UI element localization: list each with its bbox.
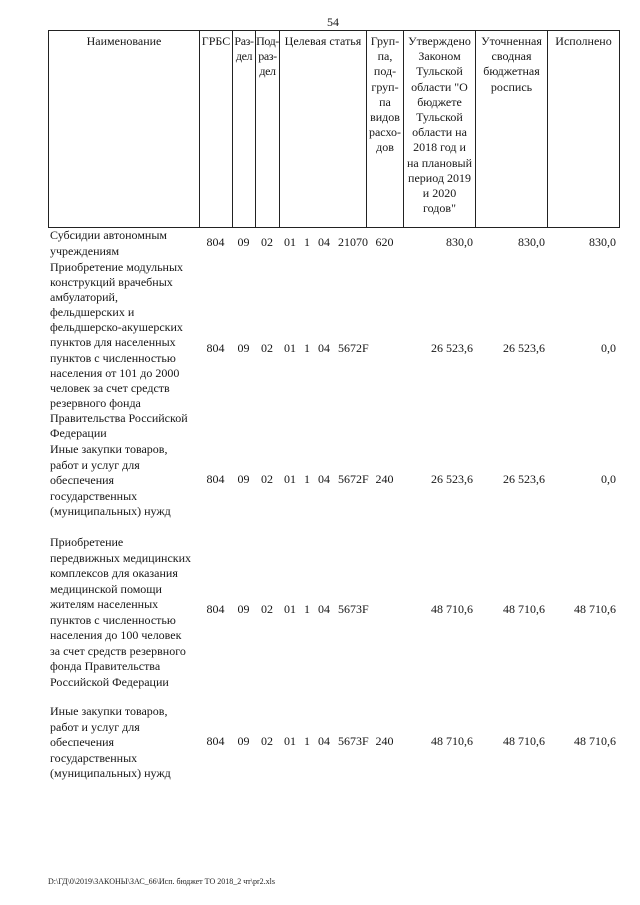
- row-podrazdel: 02: [261, 235, 273, 249]
- table-row: [0, 704, 640, 780]
- header-razdel: Раз- дел: [233, 31, 256, 227]
- table-row: [0, 228, 640, 258]
- row-expense-group: 620: [375, 235, 394, 249]
- row-target-article: 01 1 04 5672F: [284, 341, 369, 355]
- row-expense-group: 240: [375, 472, 394, 486]
- row-razdel: 09: [237, 472, 250, 486]
- header-expense-group: Груп- па, под- груп- па видов расхо- дов: [367, 31, 404, 227]
- header-approved: Утверждено Законом Тульской области "О бюджете Тульской области на 2018 год и на плановый период 2019 и 2020 годов": [404, 31, 476, 227]
- row-target-article: 01 1 04 5672F: [284, 472, 369, 486]
- row-name: Иные закупки товаров, работ и услуг для обеспечения государственных (муниципальных) нужд: [50, 442, 171, 518]
- row-razdel: 09: [237, 602, 250, 616]
- table-row: [0, 442, 640, 518]
- row-razdel: 09: [237, 734, 250, 748]
- row-refined: 48 710,6: [503, 734, 545, 748]
- row-razdel: 09: [237, 341, 250, 355]
- row-refined: 26 523,6: [503, 472, 545, 486]
- file-path-footer: D:\ГД\0\2019\ЗАКОНЫ\ЗАС_66\Исп. бюджет ТО 2018_2 чт\pr2.xls: [48, 877, 275, 886]
- header-name: Наименование: [49, 31, 200, 227]
- row-approved: 26 523,6: [431, 472, 473, 486]
- row-podrazdel: 02: [261, 472, 273, 486]
- row-executed: 0,0: [601, 341, 616, 355]
- row-name: Субсидии автономным учреждениям: [50, 228, 167, 258]
- row-grbs: 804: [206, 235, 225, 249]
- row-refined: 48 710,6: [503, 602, 545, 616]
- row-executed: 0,0: [601, 472, 616, 486]
- table-row: [0, 260, 640, 441]
- row-name: Иные закупки товаров, работ и услуг для обеспечения государственных (муниципальных) нужд: [50, 704, 171, 780]
- row-target-article: 01 1 04 5673F: [284, 734, 369, 748]
- row-grbs: 804: [206, 341, 225, 355]
- row-approved: 26 523,6: [431, 341, 473, 355]
- row-target-article: 01 1 04 21070: [284, 235, 368, 249]
- row-approved: 830,0: [446, 235, 473, 249]
- row-grbs: 804: [206, 602, 225, 616]
- row-podrazdel: 02: [261, 341, 273, 355]
- row-grbs: 804: [206, 734, 225, 748]
- row-name: Приобретение модульных конструкций врачебных амбулаторий, фельдшерских и фельдшерско-акушерских пунктов для населенных пунктов с численностью населения от 101 до 2000 человек за счет средств резервного фонда Правительства Российской Федерации: [50, 260, 188, 441]
- row-target-article: 01 1 04 5673F: [284, 602, 369, 616]
- row-expense-group: 240: [375, 734, 394, 748]
- row-razdel: 09: [237, 235, 250, 249]
- row-executed: 48 710,6: [574, 602, 616, 616]
- row-refined: 830,0: [518, 235, 545, 249]
- row-executed: 48 710,6: [574, 734, 616, 748]
- header-podrazdel: Под- раз- дел: [256, 31, 280, 227]
- header-target-article: Целевая статья: [280, 31, 367, 227]
- row-grbs: 804: [206, 472, 225, 486]
- table-row: [0, 535, 640, 689]
- page-number: 54: [327, 15, 339, 29]
- row-executed: 830,0: [589, 235, 616, 249]
- row-podrazdel: 02: [261, 602, 273, 616]
- header-grbs: ГРБС: [200, 31, 233, 227]
- row-podrazdel: 02: [261, 734, 273, 748]
- table-header: [48, 30, 620, 228]
- header-executed: Исполнено: [548, 31, 620, 227]
- row-approved: 48 710,6: [431, 602, 473, 616]
- row-name: Приобретение передвижных медицинских комплексов для оказания медицинской помощи жителям населенных пунктов с численностью населения до 100 человек за счет средств резервного фонда Правительства Российской Федерации: [50, 535, 192, 689]
- row-approved: 48 710,6: [431, 734, 473, 748]
- header-refined-budget: Уточненная сводная бюджетная роспись: [476, 31, 548, 227]
- row-refined: 26 523,6: [503, 341, 545, 355]
